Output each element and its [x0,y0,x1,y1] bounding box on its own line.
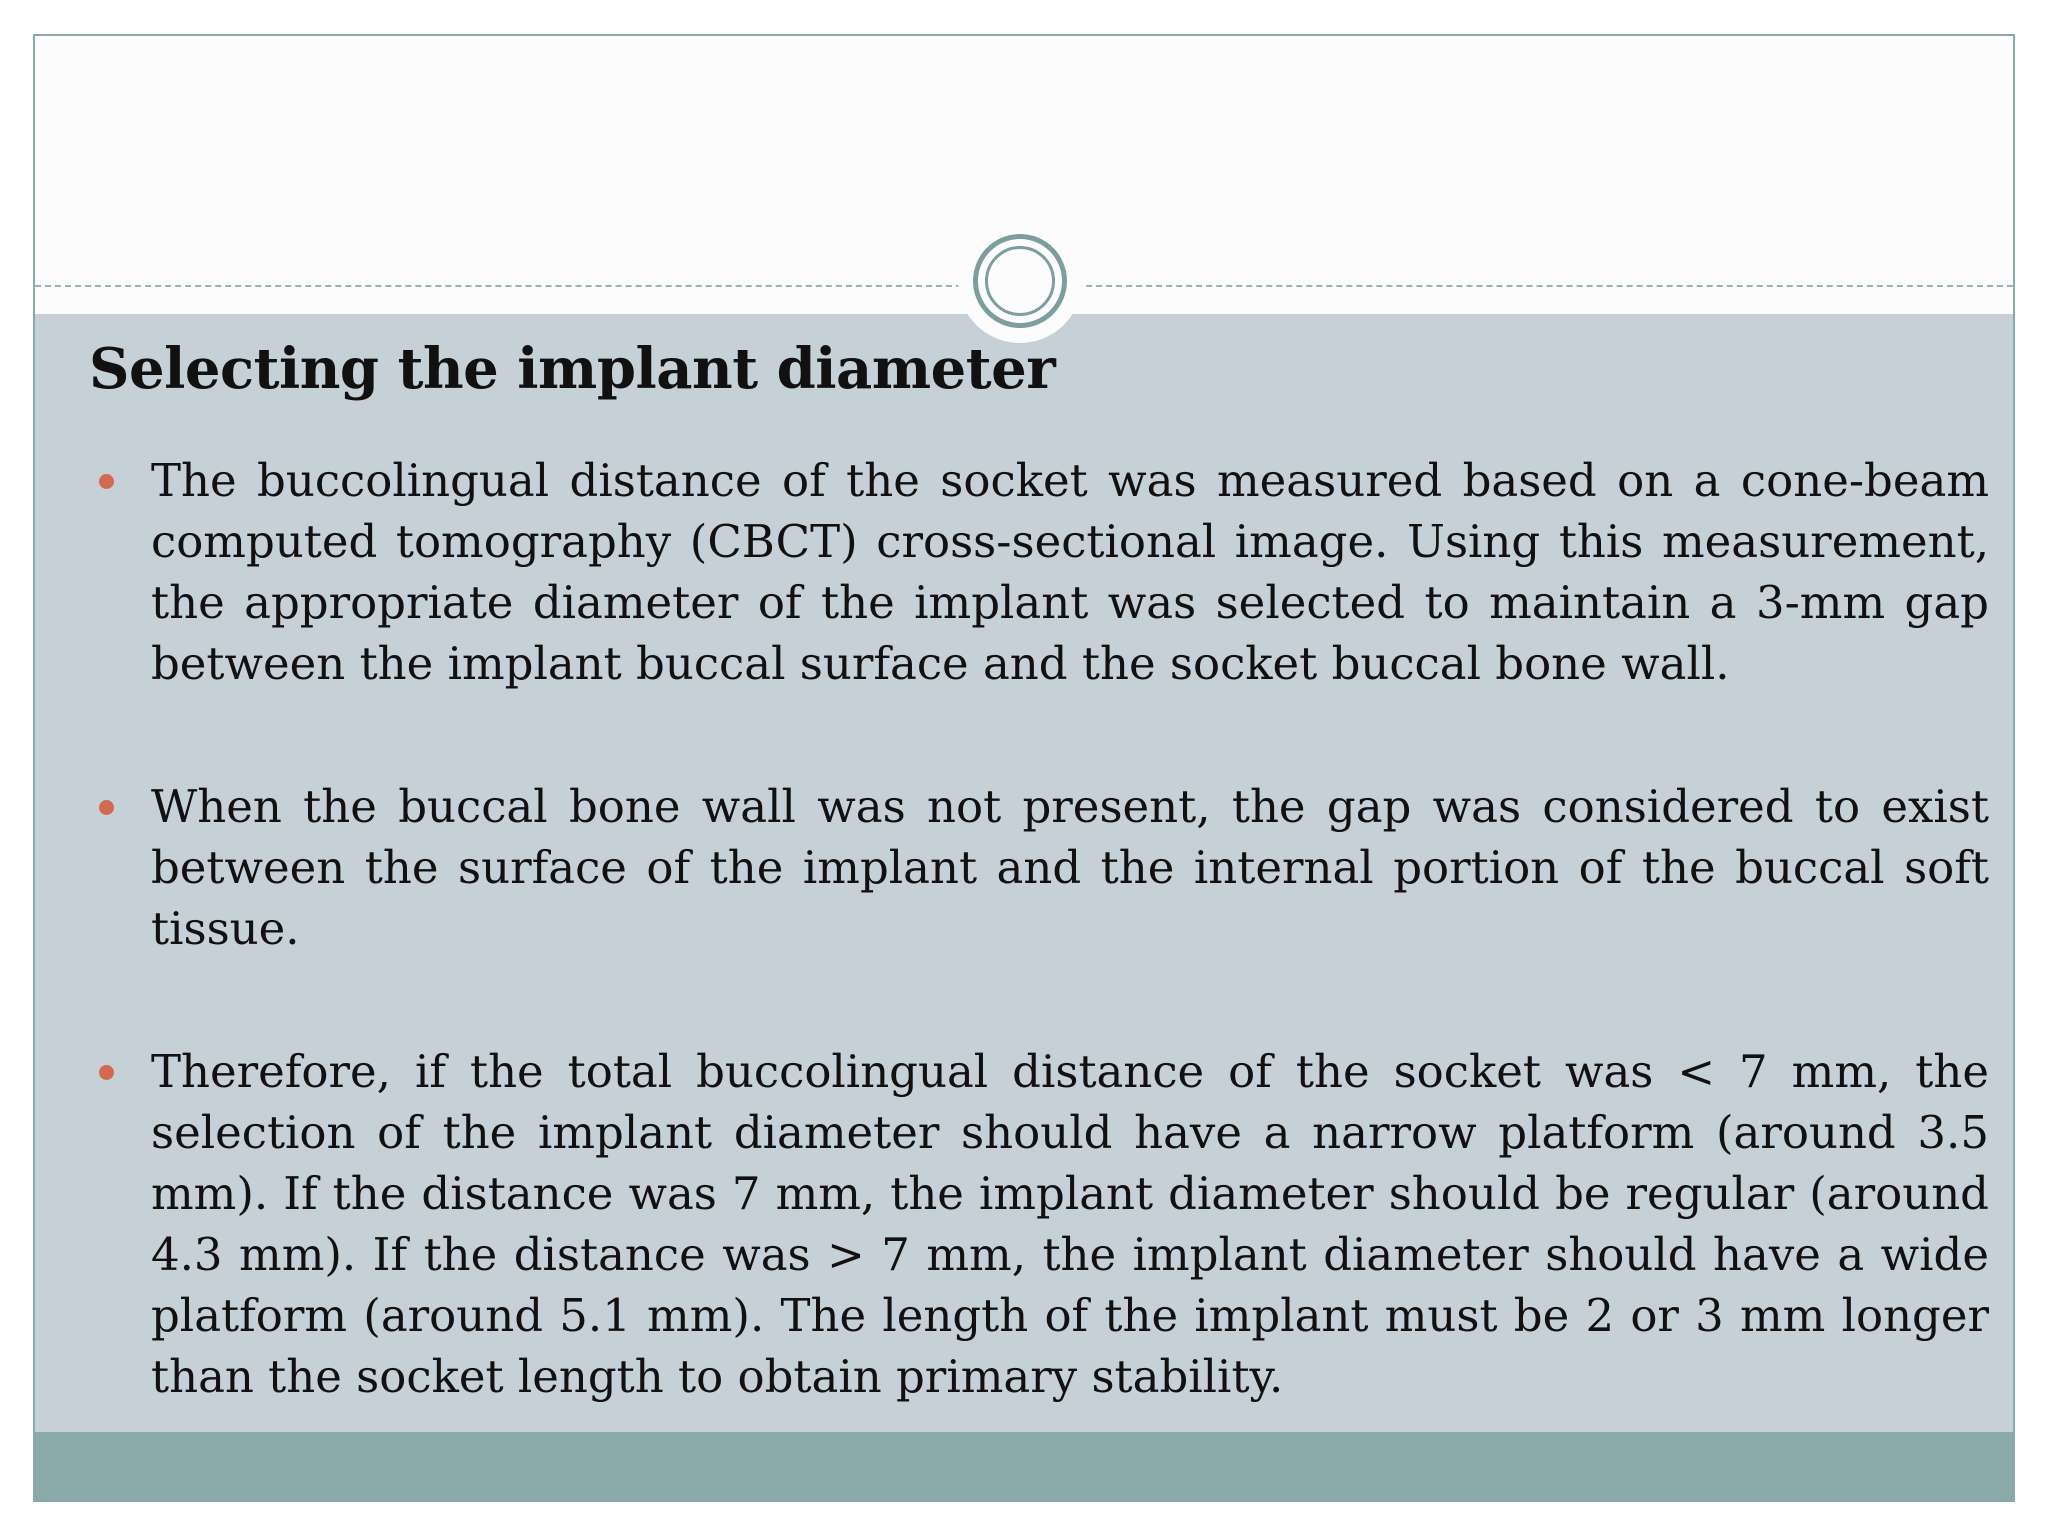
bullet-list [89,450,1989,1489]
slide [33,34,2015,1502]
bullet-text: Therefore, if the total buccolingual distance of the socket was < 7 mm, the selection of the implant diameter should have a narrow platform (around 3.5 mm). If the distance was 7 mm, the implant diameter should be regular (around 4.3 mm). If the distance was > 7 mm, the implant diameter should have a wide platform (around 5.1 mm). The length of the implant must be 2 or 3 mm longer than the socket length to obtain primary stability. [151,1045,1989,1403]
circle-ornament-icon [973,234,1067,328]
circle-ornament-inner [985,246,1055,316]
bullet-dot-icon [99,474,114,489]
bullet-text: When the buccal bone wall was not present, the gap was considered to exist between the surface of the implant and the internal portion of the buccal soft tissue. [151,780,1989,955]
slide-title: Selecting the implant diameter [89,336,1056,402]
bullet-item [89,776,1989,959]
bullet-text: The buccolingual distance of the socket was measured based on a cone-beam computed tomography (CBCT) cross-sectional image. Using this measurement, the appropriate diameter of the implant was selected to maintain a 3-mm gap between the implant buccal surface and the socket buccal bone wall. [151,454,1989,690]
bullet-dot-icon [99,1065,114,1080]
bullet-item [89,1041,1989,1407]
bullet-item [89,450,1989,694]
bullet-dot-icon [99,800,114,815]
